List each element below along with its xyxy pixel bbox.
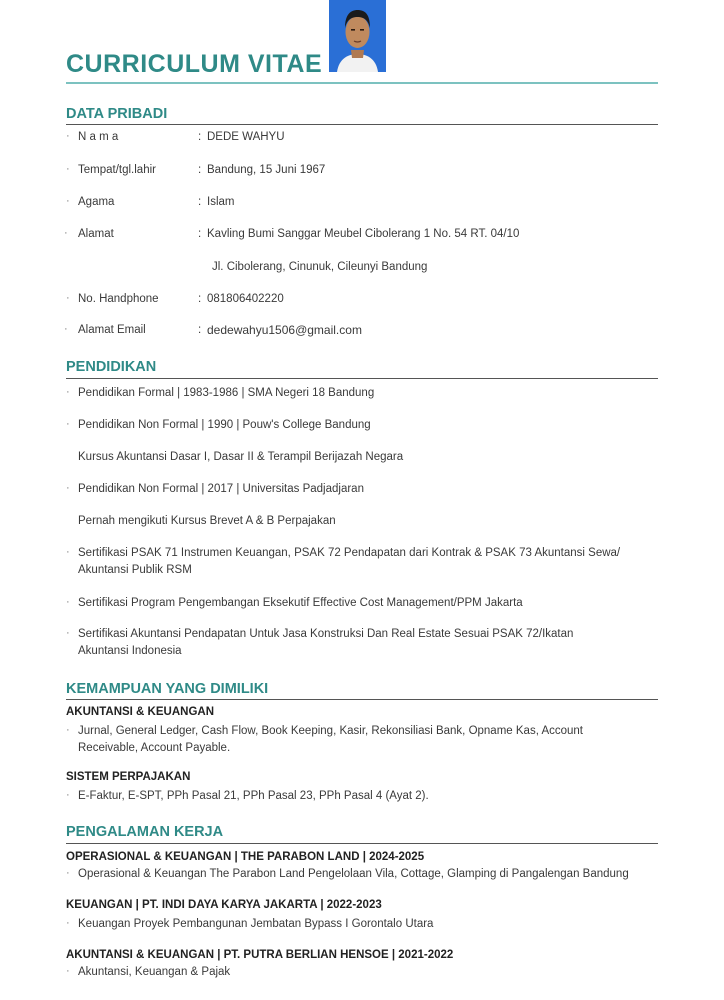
bullet-icon: · [66,867,70,879]
bullet-icon: · [66,482,70,494]
section-divider [66,378,658,379]
bullet-icon: · [66,965,70,977]
bullet-icon: · [66,195,70,207]
job-desc: Akuntansi, Keuangan & Pajak [78,966,231,978]
label-alamat: Alamat [78,228,114,240]
bullet-icon: · [66,789,70,801]
page-title: CURRICULUM VITAE [66,50,323,78]
bullet-icon: · [66,724,70,736]
pendidikan-item: Sertifikasi PSAK 71 Instrumen Keuangan, PSAK 72 Pendapatan dari Kontrak & PSAK 73 Akuntansi Sewa/ [78,547,621,559]
skill-group-desc: Jurnal, General Ledger, Cash Flow, Book Keeping, Kasir, Rekonsiliasi Bank, Opname Kas, Account [78,725,584,737]
job-desc: Operasional & Keuangan The Parabon Land Pengelolaan Vila, Cottage, Glamping di Pangalengan Bandung [78,868,629,880]
value-alamat-email: dedewahyu1506@gmail.com [207,323,362,337]
label-no-handphone: No. Handphone [78,293,159,305]
pendidikan-item: Sertifikasi Program Pengembangan Eksekutif Effective Cost Management/PPM Jakarta [78,597,523,609]
label-colon: : [198,293,202,305]
bullet-icon: · [66,627,70,639]
section-divider [66,843,658,844]
value-tempat-tgl-lahir: Bandung, 15 Juni 1967 [207,164,326,176]
bullet-icon: · [66,917,70,929]
section-heading-kemampuan: KEMAMPUAN YANG DIMILIKI [66,681,269,697]
section-divider [66,124,658,125]
label-alamat-email: Alamat Email [78,324,146,336]
bullet-icon: · [66,163,70,175]
bullet-icon: · [64,227,68,239]
bullet-icon: · [66,292,70,304]
label-nama: N a m a [78,131,119,143]
skill-group-desc-continued: Receivable, Account Payable. [78,742,231,754]
label-colon: : [198,131,202,143]
pendidikan-item: Pendidikan Non Formal | 2017 | Universitas Padjadjaran [78,483,364,495]
value-nama: DEDE WAHYU [207,131,285,143]
bullet-icon: · [66,386,70,398]
pendidikan-item-detail: Kursus Akuntansi Dasar I, Dasar II & Terampil Berijazah Negara [78,451,404,463]
section-heading-pengalaman: PENGALAMAN KERJA [66,824,224,840]
title-divider [66,82,658,84]
section-divider [66,699,658,700]
label-colon: : [198,196,202,208]
pendidikan-item-continued: Akuntansi Publik RSM [78,564,192,576]
section-heading-data-pribadi: DATA PRIBADI [66,106,168,122]
label-colon: : [198,164,202,176]
bullet-icon: · [66,418,70,430]
skill-group-title: SISTEM PERPAJAKAN [66,771,191,783]
job-desc: Keuangan Proyek Pembangunan Jembatan Bypass I Gorontalo Utara [78,918,434,930]
value-alamat-line2: Jl. Cibolerang, Cinunuk, Cileunyi Bandung [212,261,428,273]
label-agama: Agama [78,196,115,208]
pendidikan-item-detail: Pernah mengikuti Kursus Brevet A & B Perpajakan [78,515,336,527]
pendidikan-item: Pendidikan Formal | 1983-1986 | SMA Negeri 18 Bandung [78,387,375,399]
bullet-icon: · [64,323,68,335]
value-no-handphone: 081806402220 [207,293,284,305]
section-heading-pendidikan: PENDIDIKAN [66,359,157,375]
label-tempat-tgl-lahir: Tempat/tgl.lahir [78,164,156,176]
bullet-icon: · [66,596,70,608]
value-alamat-line1: Kavling Bumi Sanggar Meubel Cibolerang 1 No. 54 RT. 04/10 [207,228,520,240]
label-colon: : [198,228,202,240]
pendidikan-item-continued: Akuntansi Indonesia [78,645,182,657]
pendidikan-item: Sertifikasi Akuntansi Pendapatan Untuk Jasa Konstruksi Dan Real Estate Sesuai PSAK 72/Ikatan [78,628,574,640]
bullet-icon: · [66,130,70,142]
job-title: AKUNTANSI & KEUANGAN | PT. PUTRA BERLIAN HENSOE | 2021-2022 [66,949,454,961]
skill-group-title: AKUNTANSI & KEUANGAN [66,706,215,718]
pendidikan-item: Pendidikan Non Formal | 1990 | Pouw's College Bandung [78,419,371,431]
label-colon: : [198,324,202,336]
job-title: KEUANGAN | PT. INDI DAYA KARYA JAKARTA | 2022-2023 [66,899,382,911]
skill-group-desc: E-Faktur, E-SPT, PPh Pasal 21, PPh Pasal 23, PPh Pasal 4 (Ayat 2). [78,790,429,802]
bullet-icon: · [66,546,70,558]
job-title: OPERASIONAL & KEUANGAN | THE PARABON LAND | 2024-2025 [66,851,425,863]
profile-photo [329,0,386,72]
value-agama: Islam [207,196,235,208]
